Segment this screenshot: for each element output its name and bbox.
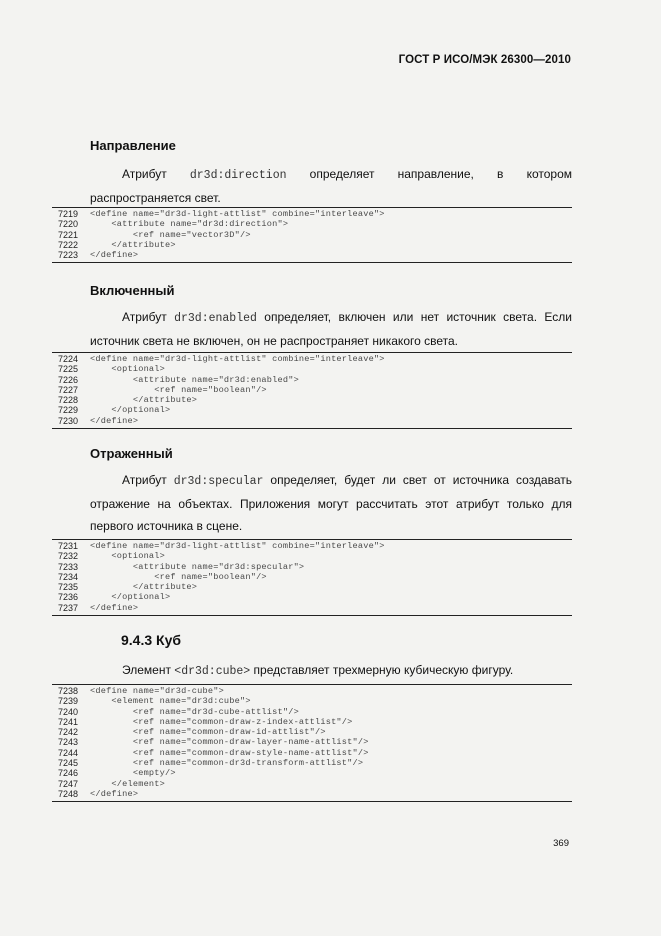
paragraph-line: Атрибут dr3d:specular определяет, будет ли свет от источника создавать (122, 473, 573, 488)
code-line (52, 748, 572, 758)
paragraph-line: источник света не включен, он не распространяет никакого света. (90, 334, 458, 348)
code-line (52, 551, 572, 561)
code-listing-specular (52, 539, 572, 616)
line-number: 7219 (57, 209, 78, 219)
section-heading: Направление (90, 138, 176, 153)
line-number: 7231 (57, 541, 78, 551)
code-text: <define name="dr3d-light-attlist" combine="interleave"> (90, 209, 385, 219)
line-number: 7240 (57, 706, 78, 717)
section-enabled (90, 283, 572, 298)
section-cube (121, 632, 603, 648)
line-number: 7248 (57, 788, 78, 799)
code-text: </define> (90, 788, 139, 799)
code-text: <attribute name="dr3d:enabled"> (90, 374, 299, 385)
code-text: <define name="dr3d-light-attlist" combine="interleave"> (90, 541, 385, 551)
line-number: 7236 (57, 592, 78, 603)
line-number: 7228 (57, 395, 78, 406)
code-line (52, 768, 572, 778)
code-line (52, 364, 572, 374)
code-line (52, 385, 572, 395)
code-text: <ref name="dr3d-cube-attlist"/> (90, 706, 299, 717)
paragraph-line: отражение на объектах. Приложения могут рассчитать этот атрибут только для (90, 497, 572, 511)
code-line (52, 779, 572, 789)
code-text: </define> (90, 602, 139, 613)
code-line (52, 789, 572, 799)
code-text: <define name="dr3d-light-attlist" combine="interleave"> (90, 354, 385, 364)
code-text: </define> (90, 250, 139, 261)
code-line (52, 250, 572, 260)
page-number: 369 (553, 838, 569, 849)
section-heading: 9.4.3 Куб (121, 632, 182, 648)
paragraph-cube (90, 659, 572, 683)
code-text: <ref name="vector3D"/> (90, 229, 251, 240)
code-text: <ref name="common-draw-style-name-attlist"/> (90, 747, 369, 758)
code-text: </optional> (90, 405, 171, 416)
code-text: <define name="dr3d-cube"> (90, 686, 224, 696)
section-heading: Отраженный (90, 446, 173, 461)
code-line (52, 582, 572, 592)
section-heading: Включенный (90, 283, 175, 298)
code-line (52, 375, 572, 385)
code-text: <attribute name="dr3d:specular"> (90, 561, 305, 572)
code-text: <empty/> (90, 768, 176, 779)
code-line (52, 405, 572, 415)
code-line (52, 737, 572, 747)
line-number: 7246 (57, 768, 78, 779)
code-text: <ref name="boolean"/> (90, 384, 267, 395)
code-listing-direction (52, 207, 572, 263)
code-line (52, 230, 572, 240)
code-text: <optional> (90, 364, 165, 375)
code-line (52, 209, 572, 219)
code-line (52, 219, 572, 229)
line-number: 7233 (57, 561, 78, 572)
code-text: </define> (90, 415, 139, 426)
code-line (52, 395, 572, 405)
code-line (52, 727, 572, 737)
paragraph-direction (90, 163, 572, 209)
line-number: 7234 (57, 571, 78, 582)
paragraph-line: первого источника в сцене. (90, 519, 243, 533)
code-text: </element> (90, 778, 165, 789)
paragraph-line: Атрибут dr3d:enabled определяет, включен или нет источник света. Если (122, 310, 572, 325)
code-line (52, 354, 572, 364)
section-specular (90, 446, 572, 461)
code-line (52, 562, 572, 572)
line-number: 7245 (57, 758, 78, 769)
line-number: 7238 (57, 686, 78, 696)
line-number: 7241 (57, 716, 78, 727)
line-number: 7224 (57, 354, 78, 364)
code-text: <element name="dr3d:cube"> (90, 696, 251, 707)
paragraph-line: распространяется свет. (90, 191, 221, 205)
code-text: <ref name="boolean"/> (90, 571, 267, 582)
line-number: 7226 (57, 374, 78, 385)
code-text: <ref name="common-dr3d-transform-attlist"/> (90, 758, 364, 769)
line-number: 7220 (57, 219, 78, 230)
line-number: 7237 (57, 602, 78, 613)
code-text: </attribute> (90, 582, 198, 593)
line-number: 7221 (57, 229, 78, 240)
paragraph-line: Атрибут dr3d:direction определяет направление, в котором (122, 167, 572, 182)
code-text: <ref name="common-draw-id-attlist"/> (90, 727, 326, 738)
code-text: </attribute> (90, 239, 176, 250)
code-text: </optional> (90, 592, 171, 603)
code-line (52, 240, 572, 250)
code-line (52, 696, 572, 706)
code-line (52, 541, 572, 551)
line-number: 7227 (57, 384, 78, 395)
code-text: <ref name="common-draw-layer-name-attlist"/> (90, 737, 369, 748)
line-number: 7239 (57, 696, 78, 707)
code-line (52, 603, 572, 613)
line-number: 7242 (57, 727, 78, 738)
code-listing-enabled (52, 352, 572, 429)
line-number: 7230 (57, 415, 78, 426)
line-number: 7229 (57, 405, 78, 416)
code-text: <attribute name="dr3d:direction"> (90, 219, 289, 230)
running-header: ГОСТ Р ИСО/МЭК 26300—2010 (398, 54, 571, 66)
paragraph-specular (90, 469, 572, 537)
line-number: 7244 (57, 747, 78, 758)
paragraph-enabled (90, 306, 572, 352)
line-number: 7247 (57, 778, 78, 789)
code-line (52, 758, 572, 768)
code-listing-cube (52, 684, 572, 802)
line-number: 7232 (57, 551, 78, 562)
code-line (52, 572, 572, 582)
line-number: 7243 (57, 737, 78, 748)
line-number: 7235 (57, 582, 78, 593)
line-number: 7225 (57, 364, 78, 375)
code-line (52, 686, 572, 696)
line-number: 7223 (57, 250, 78, 261)
line-number: 7222 (57, 239, 78, 250)
code-text: <optional> (90, 551, 165, 562)
section-direction (90, 138, 572, 153)
code-line (52, 416, 572, 426)
paragraph-line: Элемент <dr3d:cube> представляет трехмерную кубическую фигуру. (122, 663, 514, 678)
code-text: <ref name="common-draw-z-index-attlist"/> (90, 716, 353, 727)
code-line (52, 707, 572, 717)
code-line (52, 717, 572, 727)
code-line (52, 592, 572, 602)
code-text: </attribute> (90, 395, 198, 406)
